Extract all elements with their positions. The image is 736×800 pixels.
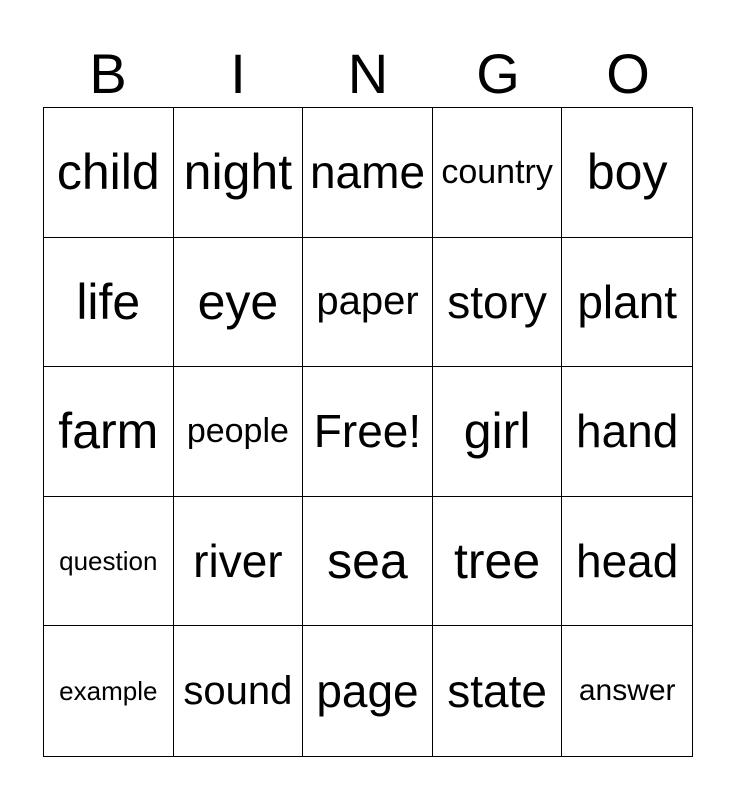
bingo-cell[interactable]: country bbox=[433, 108, 563, 238]
bingo-cell[interactable]: example bbox=[44, 626, 174, 756]
bingo-cell[interactable]: story bbox=[433, 238, 563, 368]
header-letter-g: G bbox=[476, 42, 520, 105]
bingo-cell[interactable]: eye bbox=[174, 238, 304, 368]
bingo-header bbox=[43, 40, 693, 108]
bingo-cell[interactable]: farm bbox=[44, 367, 174, 497]
bingo-cell[interactable]: plant bbox=[562, 238, 692, 368]
bingo-cell[interactable]: people bbox=[174, 367, 304, 497]
bingo-cell[interactable]: sound bbox=[174, 626, 304, 756]
bingo-cell[interactable]: night bbox=[174, 108, 304, 238]
bingo-cell[interactable]: answer bbox=[578, 674, 676, 708]
bingo-cell[interactable]: girl bbox=[433, 367, 563, 497]
bingo-cell[interactable]: state bbox=[433, 626, 563, 756]
header-letter-o: O bbox=[606, 42, 650, 105]
bingo-cell[interactable]: hand bbox=[562, 367, 692, 497]
bingo-cell[interactable]: sea bbox=[303, 497, 433, 627]
bingo-cell[interactable]: tree bbox=[433, 497, 563, 627]
bingo-cell[interactable]: name bbox=[303, 108, 433, 238]
bingo-cell[interactable]: page bbox=[303, 626, 433, 756]
bingo-cell[interactable]: question bbox=[44, 497, 174, 627]
bingo-cell[interactable]: head bbox=[562, 497, 692, 627]
bingo-cell[interactable]: paper bbox=[303, 238, 433, 368]
header-letter-n: N bbox=[347, 42, 389, 105]
bingo-cell[interactable]: boy bbox=[562, 108, 692, 238]
header-letter-b: B bbox=[89, 42, 127, 105]
free-space[interactable]: Free! bbox=[303, 367, 433, 497]
bingo-cell[interactable]: river bbox=[174, 497, 304, 627]
bingo-cell[interactable]: child bbox=[44, 108, 174, 238]
bingo-cell[interactable]: life bbox=[44, 238, 174, 368]
bingo-board bbox=[43, 107, 693, 757]
header-letter-i: I bbox=[230, 42, 246, 105]
